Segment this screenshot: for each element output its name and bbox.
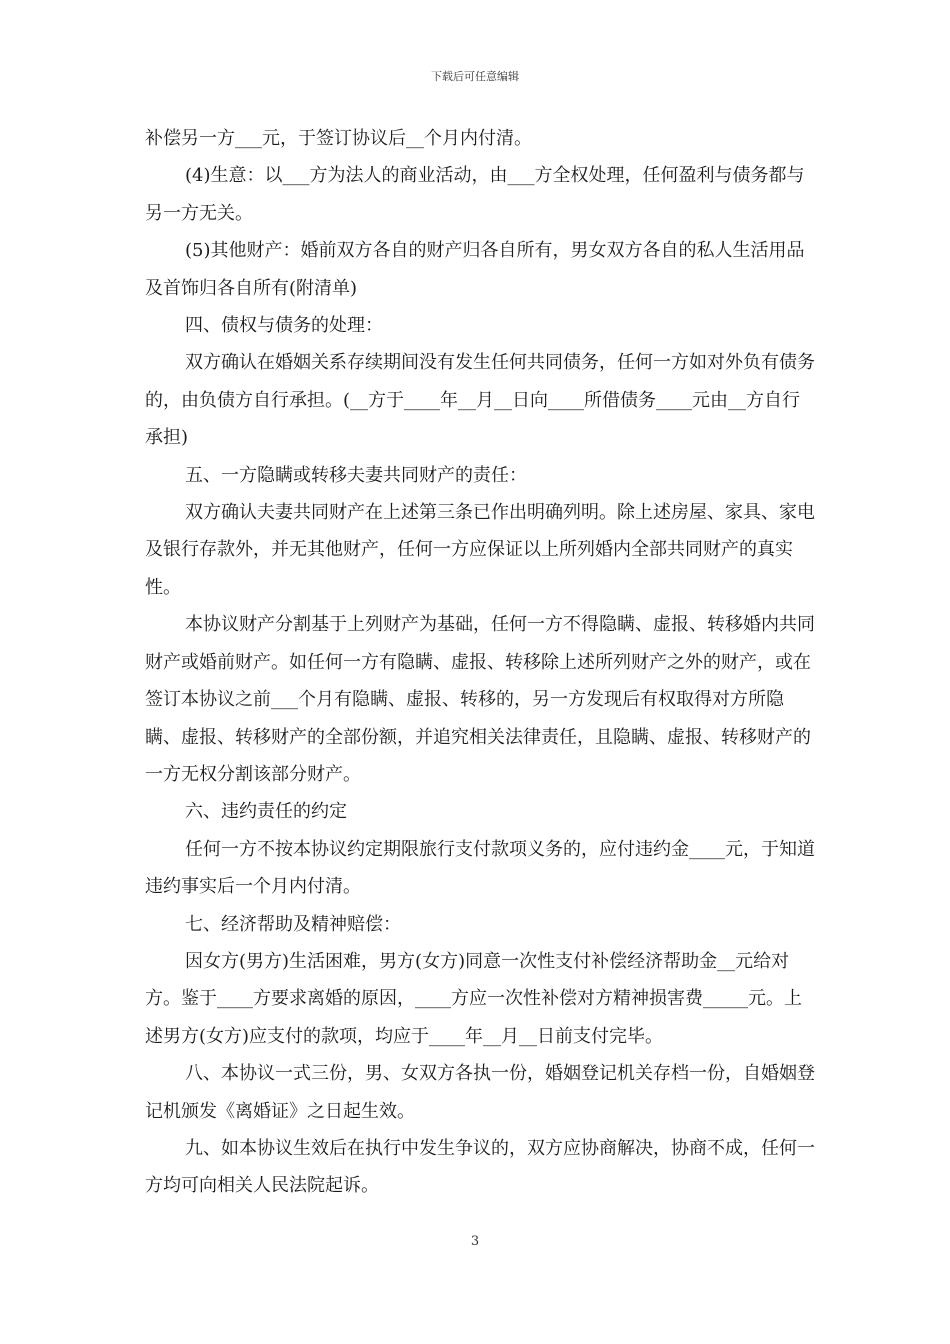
- section-heading-debts: 四、债权与债务的处理：: [185, 315, 383, 337]
- paragraph-business: (4)生意：以___方为法人的商业活动，由___方全权处理，任何盈利与债务都与另一方无关。: [145, 165, 805, 224]
- paragraph-concealment-2: 本协议财产分割基于上列财产为基础，任何一方不得隐瞒、虚报、转移婚内共同财产或婚前财产。如任何一方有隐瞒、虚报、转移除上述所列财产之外的财产，或在签订本协议之前___个月有隐瞒、虚报、转移的，另一方发现后有权取得对方所隐瞒、虚报、转移财产的全部份额，并追究相关法律责任，且隐瞒、虚报、转移财产的一方无权分割该部分财产。: [145, 614, 815, 785]
- section-heading-breach: 六、违约责任的约定: [185, 801, 347, 823]
- paragraph-compensation-continued: 补偿另一方___元，于签订协议后__个月内付清。: [145, 128, 532, 149]
- paragraph-disputes: 九、如本协议生效后在执行中发生争议的，双方应协商解决，协商不成，任何一方均可向相关人民法院起诉。: [145, 1137, 815, 1197]
- page-number: 3: [470, 1234, 480, 1249]
- paragraph-compensation: 因女方(男方)生活困难，男方(女方)同意一次性支付补偿经济帮助金__元给对方。鉴于____方要求离婚的原因，____方应一次性补偿对方精神损害费_____元。上述男方(女方)应支付的款项，均应于____年__月__日前支付完毕。: [145, 950, 802, 1047]
- section-heading-concealment: 五、一方隐瞒或转移夫妻共同财产的责任：: [185, 464, 527, 486]
- paragraph-debts: 双方确认在婚姻关系存续期间没有发生任何共同债务，任何一方如对外负有债务的，由负债方自行承担。(__方于____年__月__日向____所借债务____元由__方自行承担): [145, 352, 815, 449]
- paragraph-breach: 任何一方不按本协议约定期限旅行支付款项义务的，应付违约金____元，于知道违约事实后一个月内付清。: [145, 838, 815, 898]
- paragraph-other-property: (5)其他财产：婚前双方各自的财产归各自所有，男女双方各自的私人生活用品及首饰归各自所有(附清单): [145, 240, 805, 299]
- paragraph-concealment-1: 双方确认夫妻共同财产在上述第三条已作出明确列明。除上述房屋、家具、家电及银行存款外，并无其他财产，任何一方应保证以上所列婚内全部共同财产的真实性。: [145, 502, 815, 598]
- section-heading-compensation: 七、经济帮助及精神赔偿：: [185, 913, 401, 935]
- document-body: [145, 120, 815, 1205]
- page-header: 下载后可任意编辑: [431, 70, 519, 83]
- paragraph-copies: 八、本协议一式三份，男、女双方各执一份，婚姻登记机关存档一份，自婚姻登记机颁发《离婚证》之日起生效。: [145, 1063, 815, 1122]
